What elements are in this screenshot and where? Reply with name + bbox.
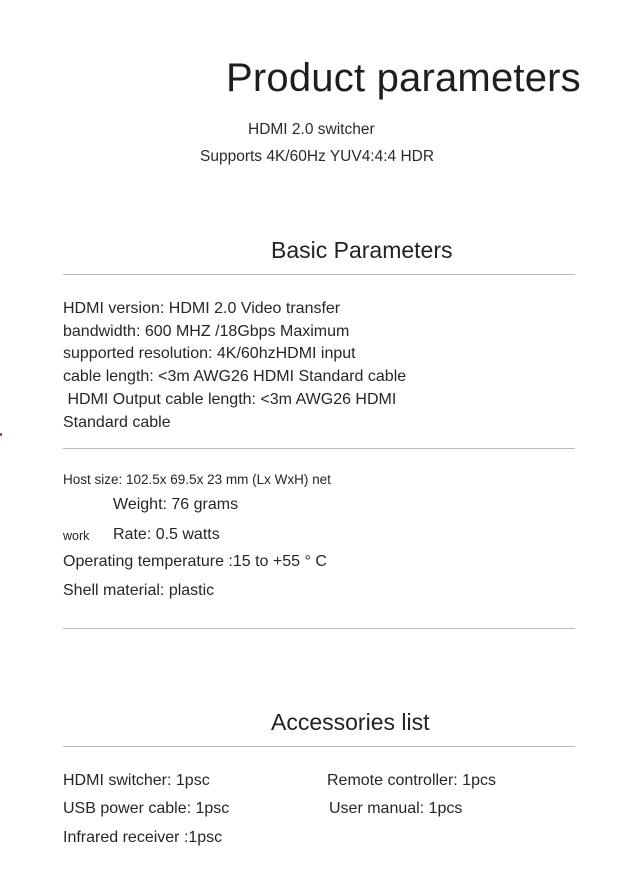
- edge-mark: [0, 433, 2, 436]
- temperature-text: Operating temperature :15 to +55 ° C: [63, 553, 327, 570]
- basic-parameters-heading: Basic Parameters: [271, 237, 453, 263]
- rate-text: Rate: 0.5 watts: [113, 526, 220, 543]
- basic-line: HDMI version: HDMI 2.0 Video transfer: [63, 300, 341, 317]
- basic-line: cable length: <3m AWG26 HDMI Standard cable: [63, 368, 407, 386]
- basic-parameters-text: [63, 298, 423, 434]
- accessories-heading: Accessories list: [271, 709, 430, 735]
- divider: [63, 746, 575, 747]
- basic-line: supported resolution: 4K/60hzHDMI input: [63, 345, 356, 363]
- subtitle-feature: Supports 4K/60Hz YUV4:4:4 HDR: [200, 148, 435, 165]
- weight-text: Weight: 76 grams: [113, 496, 239, 513]
- divider: [63, 448, 575, 449]
- host-size-text: Host size: 102.5x 69.5x 23 mm (Lx WxH) net: [63, 472, 331, 487]
- subtitle-product-type: HDMI 2.0 switcher: [248, 121, 375, 138]
- work-label: work: [63, 529, 90, 543]
- shell-material-text: Shell material: plastic: [63, 582, 215, 599]
- page-title: Product parameters: [226, 56, 581, 100]
- accessory-item: User manual: 1pcs: [329, 800, 463, 817]
- basic-line: bandwidth: 600 MHZ /18Gbps Maximum: [63, 322, 350, 340]
- basic-line: Standard cable: [63, 413, 171, 431]
- accessory-item: Infrared receiver :1psc: [63, 829, 223, 846]
- accessory-item: HDMI switcher: 1psc: [63, 772, 210, 789]
- basic-line: HDMI Output cable length: <3m AWG26 HDMI: [63, 390, 397, 408]
- divider: [63, 274, 575, 275]
- accessory-item: USB power cable: 1psc: [63, 800, 230, 817]
- divider: [63, 628, 575, 629]
- accessory-item: Remote controller: 1pcs: [327, 772, 496, 789]
